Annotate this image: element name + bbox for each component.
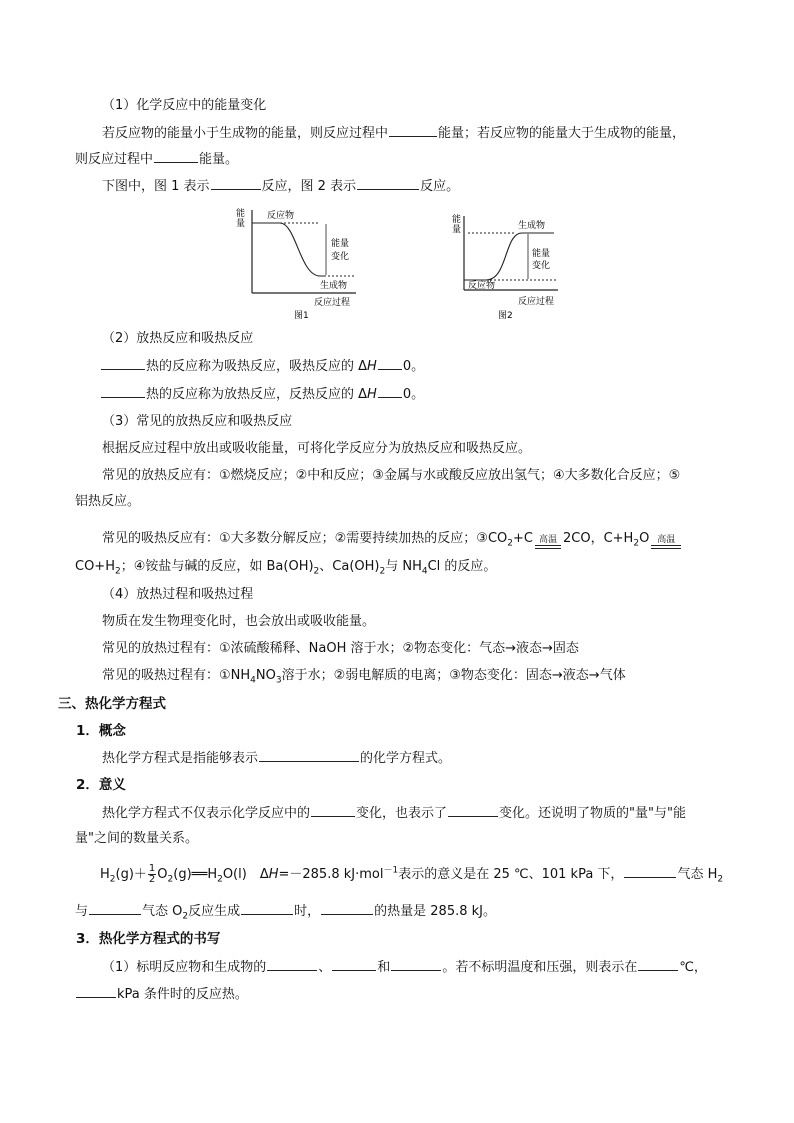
fill-blank[interactable] bbox=[448, 804, 498, 817]
meaning-explanation-line: 与 气态 $O_2$反应生成 时， 的热量是 285.8 kJ。 bbox=[75, 904, 496, 922]
fill-blank[interactable] bbox=[378, 357, 402, 370]
product-label: 生成物 bbox=[518, 221, 546, 231]
reactant-label: 反应物 bbox=[468, 281, 496, 291]
energy-curve bbox=[252, 223, 324, 276]
writing-heading: 3．热化学方程式的书写 bbox=[76, 931, 221, 947]
x-axis-label: 反应过程 bbox=[314, 298, 351, 308]
fill-blank[interactable] bbox=[101, 385, 145, 398]
fill-blank[interactable] bbox=[321, 902, 373, 915]
writing-rule-line1: （1）标明反应物和生成物的 、 和 。若不标明温度和压强，则表示在 ℃， bbox=[102, 960, 707, 975]
y-axis-label-1: 能 bbox=[236, 209, 246, 219]
fill-blank[interactable] bbox=[391, 958, 441, 971]
fill-blank[interactable] bbox=[241, 902, 293, 915]
common-endothermic-line2: $CO+H_2$；④铵盐与碱的反应，如 $Ba(OH)_2$、$Ca(OH)_2$与 $NH_4Cl$ 的反应。 bbox=[75, 559, 497, 577]
physical-change-line: 物质在发生物理变化时，也会放出或吸收能量。 bbox=[102, 614, 376, 629]
fill-blank[interactable] bbox=[89, 902, 141, 915]
high-temp-condition: 高温 bbox=[651, 535, 681, 549]
common-exothermic-line1: 常见的放热反应有：①燃烧反应；②中和反应；③金属与水或酸反应放出氢气；④大多数化合反应；⑤ bbox=[102, 468, 681, 483]
delta-label-1: 能量 bbox=[532, 249, 551, 259]
delta-label-2: 变化 bbox=[532, 261, 551, 271]
subsection-4-title: （4）放热过程和吸热过程 bbox=[102, 587, 254, 602]
energy-paragraph-line2: 则反应过程中 能量。 bbox=[75, 152, 239, 167]
subsection-2-title: （2）放热反应和吸热反应 bbox=[102, 331, 254, 346]
y-axis-label-1: 能 bbox=[452, 215, 462, 225]
meaning-line2: 量"之间的数量关系。 bbox=[75, 831, 198, 846]
common-exothermic-line2: 铝热反应。 bbox=[75, 494, 141, 509]
fill-blank[interactable] bbox=[154, 150, 198, 163]
endothermic-definition: 热的反应称为吸热反应，吸热反应的 ΔH 0。 bbox=[100, 357, 424, 376]
fill-blank[interactable] bbox=[267, 958, 317, 971]
fill-blank[interactable] bbox=[311, 804, 355, 817]
figure-intro-line: 下图中，图 1 表示 反应，图 2 表示 反应。 bbox=[102, 179, 460, 194]
reactant-label: 反应物 bbox=[267, 211, 295, 221]
exothermic-definition: 热的反应称为放热反应，反热反应的 ΔH 0。 bbox=[100, 385, 424, 404]
y-axis-label-2: 量 bbox=[236, 219, 246, 229]
fill-blank[interactable] bbox=[259, 749, 359, 762]
meaning-line1: 热化学方程式不仅表示化学反应中的 变化，也表示了 变化。还说明了物质的"量"与"能 bbox=[102, 806, 686, 821]
concept-heading: 1．概念 bbox=[76, 723, 126, 739]
fill-blank[interactable] bbox=[357, 177, 419, 190]
fill-blank[interactable] bbox=[624, 865, 676, 878]
classification-line: 根据反应过程中放出或吸收能量，可将化学反应分为放热反应和吸热反应。 bbox=[102, 441, 532, 456]
delta-label-2: 变化 bbox=[331, 252, 350, 262]
fill-blank[interactable] bbox=[76, 985, 116, 998]
fill-blank[interactable] bbox=[332, 958, 376, 971]
endothermic-process-line: 常见的吸热过程有：$①NH_4NO_3$溶于水；②弱电解质的电离；③物态变化：固态→液态→气体 bbox=[102, 668, 626, 686]
fill-blank[interactable] bbox=[101, 357, 145, 370]
high-temp-condition: 高温 bbox=[535, 535, 561, 549]
section-3-heading: 三、热化学方程式 bbox=[58, 696, 166, 712]
fill-blank[interactable] bbox=[378, 385, 402, 398]
one-half-fraction: $\frac{1}{2}$ bbox=[148, 863, 156, 885]
concept-line: 热化学方程式是指能够表示 的化学方程式。 bbox=[102, 751, 452, 766]
exothermic-process-line: 常见的放热过程有：①浓硫酸稀释、NaOH 溶于水；②物态变化：气态→液态→固态 bbox=[102, 641, 579, 656]
figure-caption: 图2 bbox=[498, 311, 513, 321]
product-label: 生成物 bbox=[320, 281, 348, 291]
figure-caption: 图1 bbox=[294, 311, 309, 320]
meaning-heading: 2．意义 bbox=[76, 777, 126, 793]
subsection-1-title: （1）化学反应中的能量变化 bbox=[102, 98, 267, 113]
delta-label-1: 能量 bbox=[331, 239, 350, 249]
writing-rule-line2: kPa 条件时的反应热。 bbox=[75, 985, 248, 1004]
fill-blank[interactable] bbox=[211, 177, 261, 190]
common-endothermic-line1: 常见的吸热反应有：①大多数分解反应；②需要持续加热的反应；$③CO_2+C$ 高温 2CO，$C+H_2O$ 高温 bbox=[102, 530, 683, 549]
fill-blank[interactable] bbox=[638, 958, 678, 971]
thermochemical-equation-line: $H_2(g)+$ $\frac{1}{2}$ $O_2(g)══H_2O(l)$ ΔH=－285.8 kJ·mol$^{-1}$表示的意义是在 25 ℃、101 kPa 下， 气态 $H_2$ bbox=[100, 863, 724, 885]
energy-paragraph-line1: 若反应物的能量小于生成物的能量，则反应过程中 能量；若反应物的能量大于生成物的能量， bbox=[102, 126, 686, 141]
subsection-3-title: （3）常见的放热反应和吸热反应 bbox=[102, 414, 293, 429]
y-axis-label-2: 量 bbox=[452, 225, 462, 235]
x-axis-label: 反应过程 bbox=[518, 297, 555, 307]
figure-1-exothermic-diagram bbox=[228, 202, 363, 320]
fill-blank[interactable] bbox=[389, 124, 437, 137]
figure-2-endothermic-diagram bbox=[446, 208, 564, 322]
